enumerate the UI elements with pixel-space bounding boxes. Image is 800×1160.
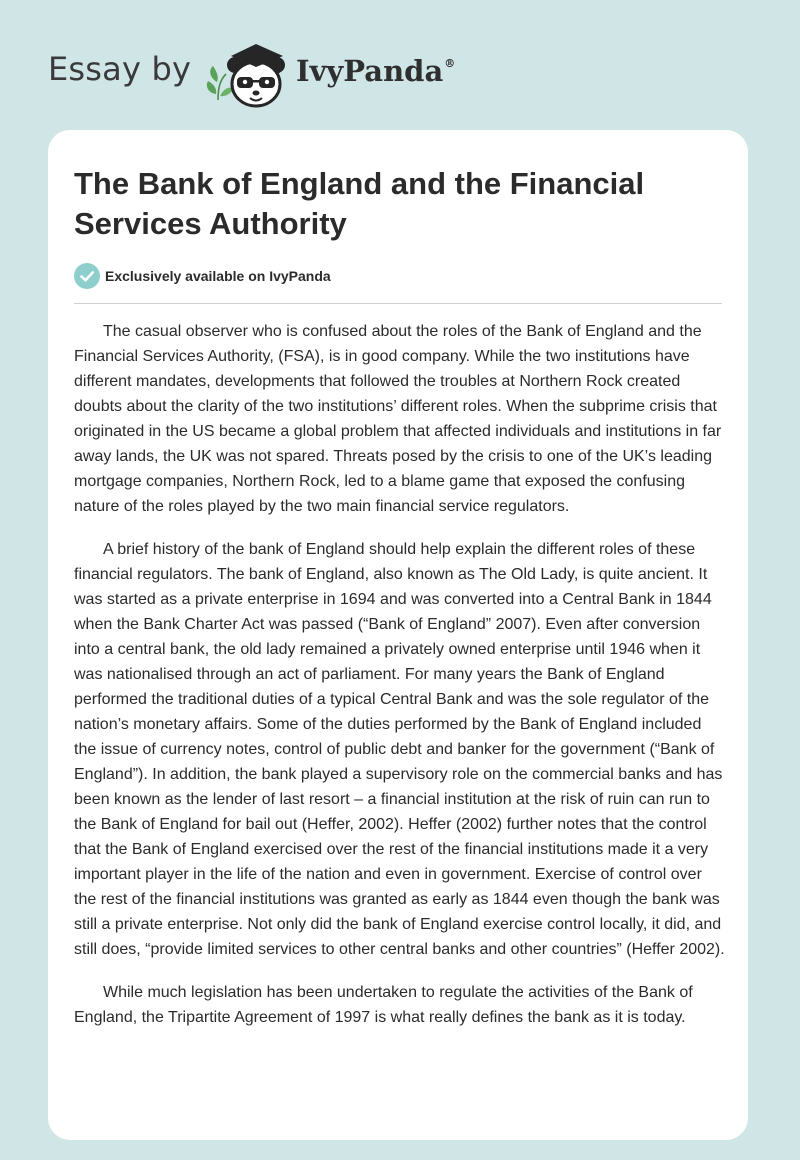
paragraph: While much legislation has been undertaken to regulate the activities of the Bank of England, the Tripartite Agreement of 1997 is what really defines the bank as it is today. [74, 984, 693, 1026]
exclusive-badge-text: Exclusively available on IvyPanda [105, 268, 331, 284]
panda-logo-icon[interactable] [204, 36, 294, 112]
site-header [48, 36, 548, 112]
registered-mark: ® [444, 57, 456, 70]
paragraph: A brief history of the bank of England should help explain the different roles of these financial regulators. The bank of England, also known as The Old Lady, is quite ancient. It was started as a private enterprise in 1694 and was converted into a Central Bank in 1844 when the Bank Charter Act was passed (“Bank of England” 2007). Even after conversion into a central bank, the old lady remained a privately owned enterprise until 1946 when it was nationalised through an act of parliament. For many years the Bank of England performed the traditional duties of a typical Central Bank and was the sole regulator of the nation’s monetary affairs. Some of the duties performed by the Bank of England included the issue of currency notes, control of public debt and banker for the government (“Bank of England”). In addition, the bank played a supervisory role on the commercial banks and has been known as the lender of last resort – a financial institution at the risk of ruin can run to the Bank of England for bail out (Heffer, 2002). Heffer (2002) further notes that the control that the Bank of England exercised over the rest of the financial institutions made it a very important player in the life of the nation and even in government. Exercise of control over the rest of the financial institutions was granted as early as 1844 even though the bank was still a private enterprise. Not only did the bank of England exercise control locally, it did, and still does, “provide limited services to other central banks and other countries” (Heffer 2002). [74, 541, 725, 958]
check-circle-icon [74, 263, 100, 289]
title-divider [74, 303, 722, 304]
brand-name[interactable] [296, 54, 455, 88]
article-card [48, 130, 748, 1140]
essay-by-label: Essay by [48, 50, 192, 88]
article-body [74, 319, 726, 1048]
paragraph: The casual observer who is confused about the roles of the Bank of England and the Financial Services Authority, (FSA), is in good company. While the two institutions have different mandates, developments that followed the troubles at Northern Rock created doubts about the clarity of the two institutions’ different roles. When the subprime crisis that originated in the US became a global problem that affected individuals and institutions in far away lands, the UK was not spared. Threats posed by the crisis to one of the UK’s leading mortgage companies, Northern Rock, led to a blame game that exposed the confusing nature of the roles played by the two main financial service regulators. [74, 323, 722, 515]
brand-text: IvyPanda [296, 54, 444, 88]
article-title: The Bank of England and the Financial Services Authority [74, 166, 645, 241]
exclusive-badge [74, 263, 331, 289]
